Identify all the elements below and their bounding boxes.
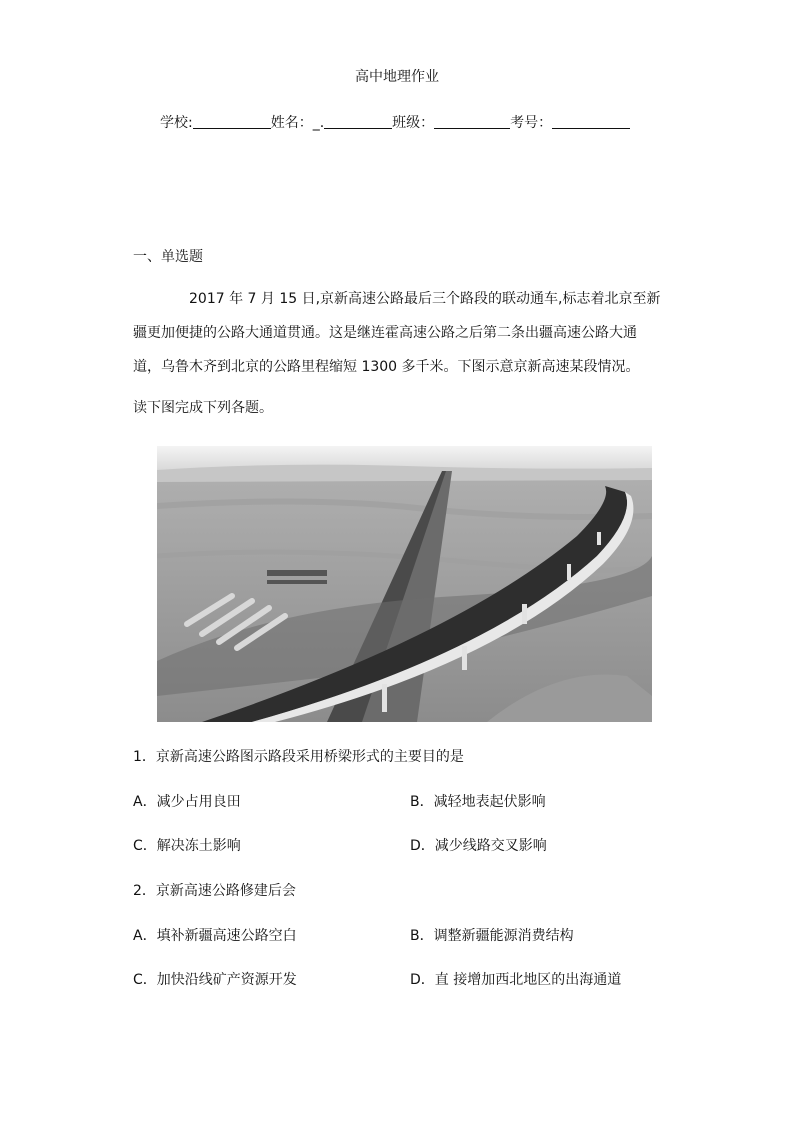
question-2-stem: 2．京新高速公路修建后会 [133,883,296,899]
question-1-option-b[interactable]: B．减轻地表起伏影响 [410,794,546,810]
class-label: 班级： [392,115,435,131]
section-title: 一、单选题 [133,249,203,265]
passage-text: 2017 年 7 月 15 日,京新高速公路最后三个路段的联动通车,标志着北京至新疆更加便捷的公路大通道贯通。这是继连霍高速公路之后第二条出疆高速公路大通道，乌鲁木齐到北京的公路里程缩短 1300 多千米。下图示意京新高速某段情况。 [133,291,661,375]
question-1-stem: 1．京新高速公路图示路段采用桥梁形式的主要目的是 [133,749,464,765]
school-blank[interactable] [193,114,271,129]
question-1-option-c[interactable]: C．解决冻土影响 [133,838,241,854]
question-1-option-a[interactable]: A．减少占用良田 [133,794,241,810]
exam-number-label: 考号： [510,115,553,131]
school-label: 学校: [160,115,193,131]
question-1-option-d[interactable]: D．减少线路交叉影响 [410,838,547,854]
page-title: 高中地理作业 [355,69,439,85]
exam-number-blank[interactable] [552,114,630,129]
question-2-option-a[interactable]: A．填补新疆高速公路空白 [133,928,297,944]
instruction-block [133,391,661,425]
name-label: 姓名： [270,115,313,131]
question-2-option-d[interactable]: D．直 接增加西北地区的出海通道 [410,972,622,988]
student-info-line [160,112,630,132]
question-2-option-c[interactable]: C．加快沿线矿产资源开发 [133,972,297,988]
name-blank[interactable] [324,114,392,129]
question-2-option-b[interactable]: B．调整新疆能源消费结构 [410,928,574,944]
name-mark: _. [312,115,325,131]
highway-bridge-photo [157,446,652,722]
passage [133,282,661,384]
passage-instruction: 读下图完成下列各题。 [133,400,273,416]
class-blank[interactable] [434,114,510,129]
